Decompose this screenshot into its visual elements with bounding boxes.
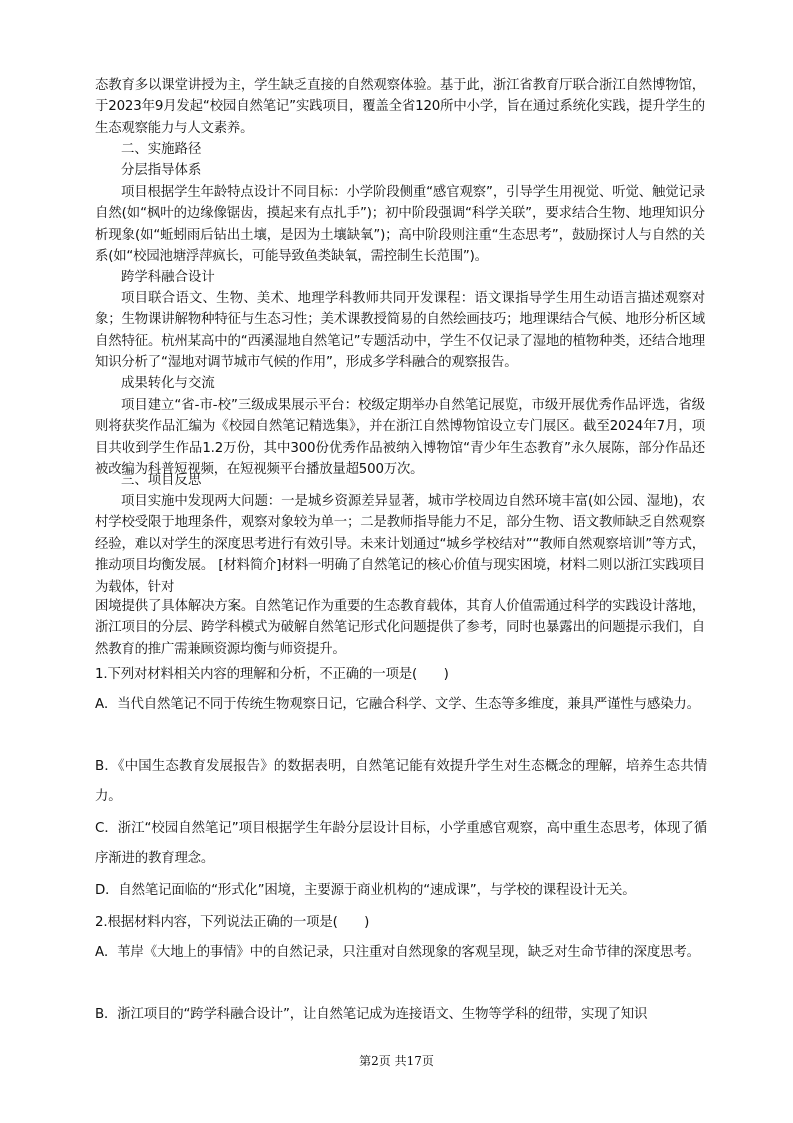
section-title-reflection: 三、项目反思: [121, 473, 202, 488]
question-2-stem: 2.根据材料内容，下列说法正确的一项是( ): [95, 915, 370, 930]
subsection-title-outcomes: 成果转化与交流: [121, 376, 215, 391]
interdisciplinary-paragraph: 项目联合语文、生物、美术、地理学科教师共同开发课程：语文课指导学生用生动语言描述观察对象；生物课讲解物种特征与生态习性；美术课教授简易的自然绘画技巧；地理课结合气候、地形分析区域自然特征。杭州某高中的“西溪湿地自然笔记”专题活动中，学生不仅记录了湿地的植物种类，还结合地理知识分析了“湿地对调节城市气候的作用”，形成多学科融合的观察报告。: [95, 291, 705, 371]
section-title-implementation: 二、实施路径: [121, 142, 202, 157]
question-1-option-b: B．《中国生态教育发展报告》的数据表明，自然笔记能有效提升学生对生态概念的理解，培养生态共情力。: [95, 759, 707, 804]
intro-paragraph: 态教育多以课堂讲授为主，学生缺乏直接的自然观察体验。基于此，浙江省教育厅联合浙江自然博物馆，于2023年9月发起“校园自然笔记”实践项目，覆盖全省120所中小学，旨在通过系统化实践，提升学生的生态观察能力与人文素养。: [95, 78, 705, 136]
question-1-option-d: D．自然笔记面临的“形式化”困境，主要源于商业机构的“速成课”，与学校的课程设计无关。: [95, 883, 636, 898]
question-1-option-c: C．浙江“校园自然笔记”项目根据学生年龄分层设计目标，小学重感官观察，高中重生态思考，体现了循序渐进的教育理念。: [95, 821, 707, 866]
subsection-title-tiered-guidance: 分层指导体系: [121, 163, 202, 178]
summary-paragraph: 困境提供了具体解决方案。自然笔记作为重要的生态教育载体，其育人价值需通过科学的实践设计落地，浙江项目的分层、跨学科模式为破解自然笔记形式化问题提供了参考，同时也暴露出的问题提示我们，自然教育的推广需兼顾资源均衡与师资提升。: [95, 599, 705, 657]
question-2-option-b: B．浙江项目的“跨学科融合设计”，让自然笔记成为连接语文、生物等学科的纽带，实现了知识: [95, 1007, 648, 1022]
reflection-paragraph: 项目实施中发现两大问题：一是城乡资源差异显著，城市学校周边自然环境丰富(如公园、湿地)，农村学校受限于地理条件，观察对象较为单一；二是教师指导能力不足，部分生物、语文教师缺乏自然观察经验，难以对学生的深度思考进行有效引导。未来计划通过“城乡学校结对”“教师自然观察培训”等方式，推动项目均衡发展。 [材料简介]材料一明确了自然笔记的核心价值与现实困境，材料二则以浙江实践项目为载体，针对: [95, 494, 705, 595]
tiered-guidance-paragraph: 项目根据学生年龄特点设计不同目标：小学阶段侧重“感官观察”，引导学生用视觉、听觉、触觉记录自然(如“枫叶的边缘像锯齿，摸起来有点扎手”)；初中阶段强调“科学关联”，要求结合生物、地理知识分析现象(如“蚯蚓雨后钻出土壤，是因为土壤缺氧”)；高中阶段则注重“生态思考”，鼓励探讨人与自然的关系(如“校园池塘浮萍疯长，可能导致鱼类缺氧，需控制生长范围”)。: [95, 185, 705, 265]
question-1-option-a: A．当代自然笔记不同于传统生物观察日记，它融合科学、文学、生态等多维度，兼具严谨性与感染力。: [95, 697, 700, 712]
subsection-title-interdisciplinary: 跨学科融合设计: [121, 270, 215, 285]
question-2-option-a: A．苇岸《大地上的事情》中的自然记录，只注重对自然现象的客观呈现，缺乏对生命节律的深度思考。: [95, 945, 700, 960]
outcomes-paragraph: 项目建立“省-市-校”三级成果展示平台：校级定期举办自然笔记展览，市级开展优秀作品评选，省级则将获奖作品汇编为《校园自然笔记精选集》，并在浙江自然博物馆设立专门展区。截至2024年7月，项目共收到学生作品1.2万份，其中300份优秀作品被纳入博物馆“青少年生态教育”永久展陈，部分作品还被改编为科普短视频，在短视频平台播放量超500万次。: [95, 398, 705, 478]
page-number-footer: 第2页 共17页: [359, 1054, 434, 1068]
question-1-stem: 1.下列对材料相关内容的理解和分析，不正确的一项是( ): [95, 667, 449, 682]
